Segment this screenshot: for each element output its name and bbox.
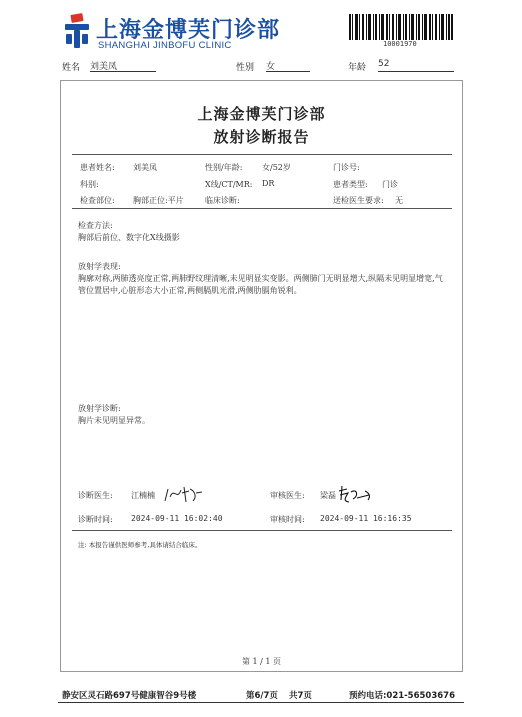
referring-request-value: 无 <box>395 196 403 205</box>
reviewing-signature-icon <box>335 483 375 505</box>
barcode-icon <box>349 14 453 40</box>
disclaimer-note: 注: 本报告谨供医师参考,具体请结合临床。 <box>78 541 202 549</box>
footer-total: 共7页 <box>289 691 312 701</box>
footer-address: 静安区灵石路697号健康智谷9号楼 <box>62 691 197 701</box>
method-label: 检查方法: <box>78 221 113 230</box>
clinic-name-cn: 上海金博芙门诊部 <box>96 18 281 43</box>
header-divider-bottom <box>72 208 452 209</box>
findings-text: 胸廓对称,两肺透亮度正常,两肺野纹理清晰,未见明显实变影。两侧肺门无明显增大,纵隔未见明显增宽,气管位置居中,心脏形态大小正常,两侧膈肌光滑,两侧肋膈角锐利。 <box>78 274 443 295</box>
diagnosing-doctor-label: 诊断医生: <box>78 491 113 500</box>
exam-site-value: 胸部正位:平片 <box>133 196 184 205</box>
findings-label: 放射学表现: <box>78 262 121 271</box>
header-divider-top <box>72 154 452 155</box>
footer-divider <box>58 702 464 703</box>
review-time-label: 审核时间: <box>270 515 305 524</box>
gender-label: 性别 <box>236 63 255 73</box>
review-time-value: 2024-09-11 16:16:35 <box>320 514 412 523</box>
modality-label: X线/CT/MR: <box>205 180 253 189</box>
barcode-number: 10001970 <box>383 40 417 48</box>
impression-label: 放射学诊断: <box>78 404 121 413</box>
age-value: 52 <box>378 59 454 72</box>
report-title: 上海金博芙门诊部 <box>197 105 326 123</box>
method-text: 胸部后前位、数字化X线摄影 <box>78 233 180 242</box>
patient-name-label: 患者姓名: <box>80 163 115 172</box>
patient-name-value: 刘美凤 <box>133 163 157 172</box>
signature-divider <box>72 530 452 531</box>
impression-text: 胸片未见明显异常。 <box>78 416 150 425</box>
gender-value: 女 <box>266 59 310 72</box>
gender-age-value: 女/52岁 <box>262 163 291 172</box>
diagnosing-signature-icon <box>162 483 204 505</box>
modality-value: DR <box>262 179 275 188</box>
patient-type-label: 患者类型: <box>333 180 368 189</box>
diagnosis-time-label: 诊断时间: <box>78 515 113 524</box>
clinical-diag-label: 临床诊断: <box>205 196 240 205</box>
name-value: 刘美凤 <box>90 59 156 72</box>
report-subtitle: 放射诊断报告 <box>213 128 310 146</box>
diagnosing-doctor-name: 江楠楠 <box>131 491 155 500</box>
gender-age-label: 性别/年龄: <box>205 163 243 172</box>
report-page-indicator: 第 1 / 1 页 <box>241 657 282 666</box>
reviewing-doctor-label: 审核医生: <box>270 491 305 500</box>
age-label: 年龄 <box>348 63 367 73</box>
footer-phone: 预约电话:021-56503676 <box>349 691 455 701</box>
clinic-logo-icon <box>62 12 92 52</box>
diagnosis-time-value: 2024-09-11 16:02:40 <box>131 514 223 523</box>
reviewing-doctor-name: 梁磊 <box>320 491 336 500</box>
footer-page: 第6/7页 <box>246 691 278 701</box>
exam-site-label: 检查部位: <box>80 196 115 205</box>
name-label: 姓名 <box>62 63 81 73</box>
department-label: 科别: <box>80 180 99 189</box>
outpatient-no-label: 门诊号: <box>333 163 360 172</box>
clinic-name-en: SHANGHAI JINBOFU CLINIC <box>98 40 232 51</box>
referring-request-label: 送检医生要求: <box>333 196 384 205</box>
patient-type-value: 门诊 <box>382 180 398 189</box>
